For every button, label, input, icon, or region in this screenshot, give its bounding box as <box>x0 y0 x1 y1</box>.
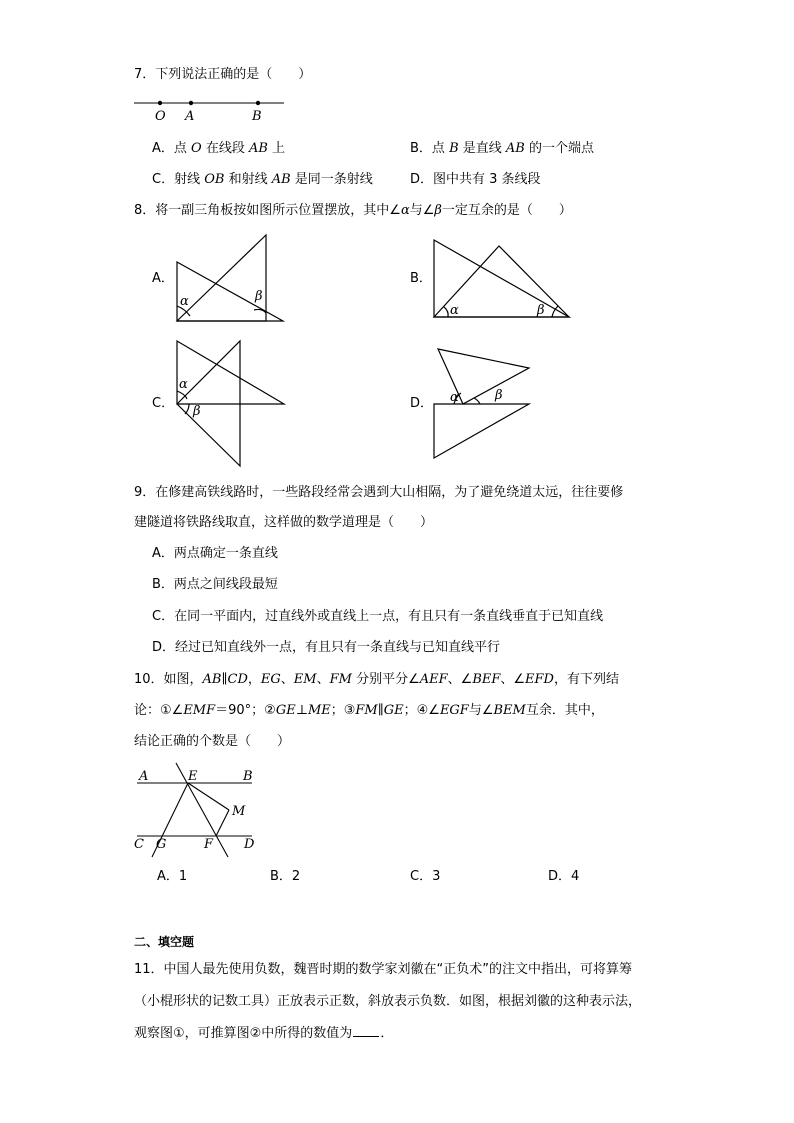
q11-answer-blank[interactable] <box>353 1036 379 1037</box>
q10-option-a: A．1 <box>157 869 188 884</box>
q9-option-c: C．在同一平面内，过直线外或直线上一点，有且只有一条直线垂直于已知直线 <box>152 609 604 624</box>
q10-label-f: F <box>204 837 214 852</box>
q7-option-c: C．射线 OB 和射线 AB 是同一条射线 <box>152 172 373 187</box>
q10-segment-fm <box>216 810 229 836</box>
q7-option-d: D．图中共有 3 条线段 <box>410 172 541 187</box>
q8-label-c: C． <box>152 396 175 411</box>
q11-stem-line2: （小棍形状的记数工具）正放表示正数，斜放表示负数．如图，根据刘徽的这种表示法， <box>134 994 642 1009</box>
q10-label-a: A <box>139 769 149 784</box>
q7-option-a: A．点 O 在线段 AB 上 <box>152 141 286 156</box>
q10-stem-line1: 10．如图，AB∥CD，EG、EM、FM 分别平分∠AEF、∠BEF、∠EFD，有下列结 <box>134 672 619 687</box>
q9-option-a: A．两点确定一条直线 <box>152 546 278 561</box>
q10-label-b: B <box>243 769 253 784</box>
q10-option-d: D．4 <box>548 869 580 884</box>
q9-stem-line1: 9．在修建高铁线路时，一些路段经常会遇到大山相隔，为了避免绕道太远，往往要修 <box>134 485 624 500</box>
q8d-beta: β <box>495 388 503 403</box>
q7-option-b: B．点 B 是直线 AB 的一个端点 <box>410 141 594 156</box>
q7-stem: 7．下列说法正确的是（ ） <box>134 67 312 82</box>
q10-label-d: D <box>244 837 255 852</box>
q8a-beta: β <box>255 289 263 304</box>
q9-stem-line2: 建隧道将铁路线取直，这样做的数学道理是（ ） <box>134 515 434 530</box>
q8-label-d: D． <box>410 396 434 411</box>
q8d-alpha: α <box>450 390 459 405</box>
q11-stem-line3: 观察图①，可推算图②中所得的数值为 ． <box>134 1026 394 1041</box>
q7-label-a: A <box>185 109 195 124</box>
q10-transversal-ef <box>176 763 228 857</box>
q8-label-b: B． <box>410 271 432 286</box>
q10-option-b: B．2 <box>270 869 301 884</box>
q7-label-b: B <box>252 109 262 124</box>
q7-label-o: O <box>155 109 166 124</box>
q10-stem-line3: 结论正确的个数是（ ） <box>134 734 291 749</box>
q10-label-c: C <box>134 837 144 852</box>
q8a-alpha: α <box>180 294 189 309</box>
q11-stem-line1: 11．中国人最先使用负数，魏晋时期的数学家刘徽在“正负术”的注文中指出，可将算筹 <box>134 962 633 977</box>
q8c-beta: β <box>193 404 201 419</box>
q8c-alpha: α <box>179 377 188 392</box>
q10-stem-line2: 论：①∠EMF＝90°；②GE⊥ME；③FM∥GE；④∠EGF与∠BEM互余．其中， <box>134 703 604 718</box>
q9-option-b: B．两点之间线段最短 <box>152 577 278 592</box>
section-heading: 二、填空题 <box>134 935 195 949</box>
q8b-alpha: α <box>450 303 459 318</box>
q10-label-g: G <box>156 837 167 852</box>
q10-option-c: C．3 <box>410 869 441 884</box>
q8-label-a: A． <box>152 271 174 286</box>
q8-stem: 8．将一副三角板按如图所示位置摆放，其中∠α与∠β一定互余的是（ ） <box>134 203 572 218</box>
q10-label-e: E <box>188 769 198 784</box>
q9-option-d: D．经过已知直线外一点，有且只有一条直线与已知直线平行 <box>152 640 501 655</box>
q8b-beta: β <box>537 303 545 318</box>
q10-label-m: M <box>232 804 246 819</box>
